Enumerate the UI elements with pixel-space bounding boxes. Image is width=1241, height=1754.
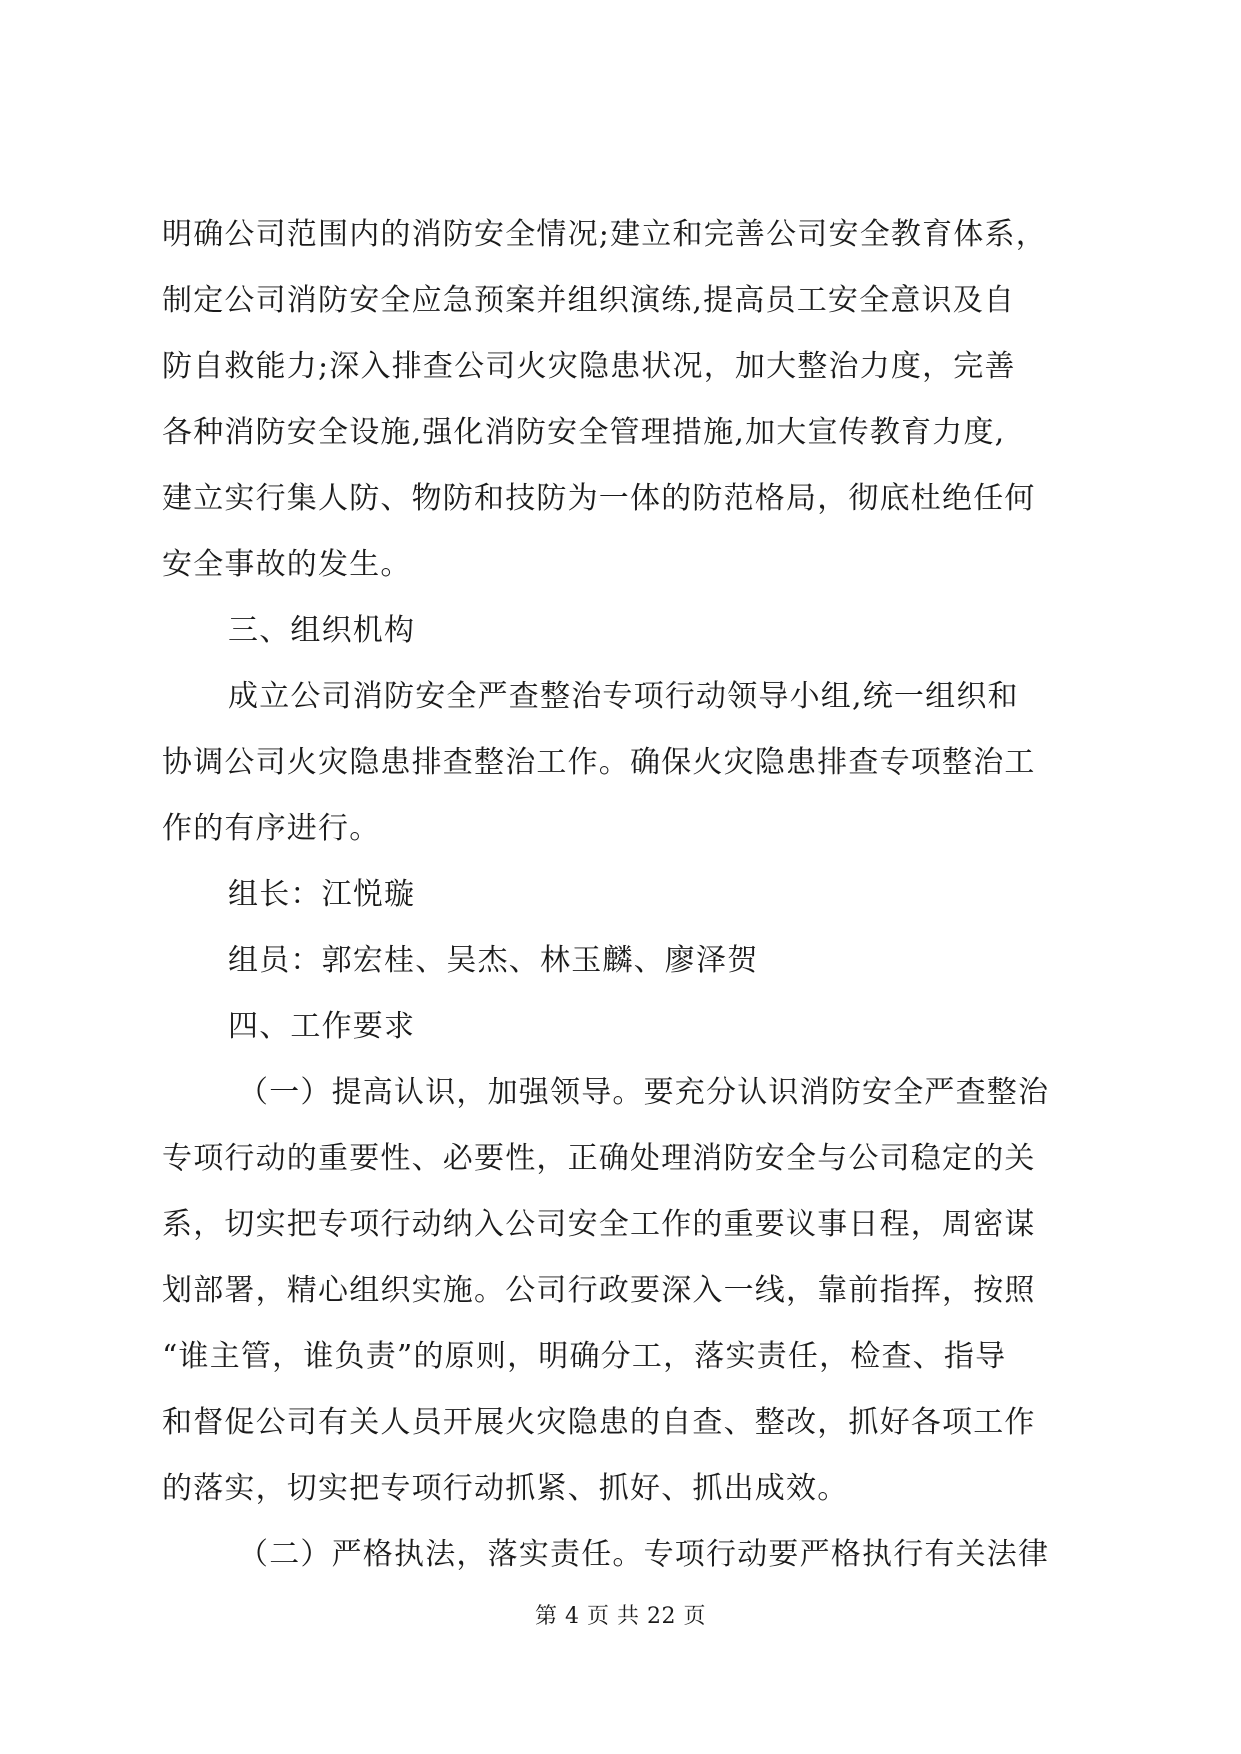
body-text-line: “谁主管，谁负责”的原则，明确分工，落实责任，检查、指导	[162, 1339, 1007, 1374]
body-text-line: 作的有序进行。	[162, 811, 381, 846]
section-heading: 三、组织机构	[228, 613, 416, 648]
body-text-line: 成立公司消防安全严查整治专项行动领导小组,统一组织和	[228, 679, 1019, 714]
body-text-line: 明确公司范围内的消防安全情况;建立和完善公司安全教育体系，	[162, 217, 1047, 252]
body-text-line: 建立实行集人防、物防和技防为一体的防范格局，彻底杜绝任何	[162, 481, 1036, 516]
leader-line: 组长：江悦璇	[228, 877, 416, 912]
body-text-line: （二）严格执法，落实责任。专项行动要严格执行有关法律	[238, 1537, 1050, 1572]
page-number-footer: 第 4 页 共 22 页	[535, 1604, 706, 1629]
body-text-line: 和督促公司有关人员开展火灾隐患的自查、整改，抓好各项工作	[162, 1405, 1036, 1440]
body-text-line: 专项行动的重要性、必要性，正确处理消防安全与公司稳定的关	[162, 1141, 1036, 1176]
body-text-line: 各种消防安全设施,强化消防安全管理措施,加大宣传教育力度,	[162, 415, 1006, 450]
body-text-line: 的落实，切实把专项行动抓紧、抓好、抓出成效。	[162, 1471, 849, 1506]
body-text-line: 安全事故的发生。	[162, 547, 412, 582]
members-line: 组员：郭宏桂、吴杰、林玉麟、廖泽贺	[228, 943, 759, 978]
body-text-line: 系，切实把专项行动纳入公司安全工作的重要议事日程，周密谋	[162, 1207, 1036, 1242]
body-text-line: 协调公司火灾隐患排查整治工作。确保火灾隐患排查专项整治工	[162, 745, 1036, 780]
body-text-line: 防自救能力;深入排查公司火灾隐患状况，加大整治力度，完善	[162, 349, 1016, 384]
body-text-line: 制定公司消防安全应急预案并组织演练,提高员工安全意识及自	[162, 283, 1016, 318]
section-heading: 四、工作要求	[228, 1009, 416, 1044]
body-text-line: （一）提高认识，加强领导。要充分认识消防安全严查整治	[238, 1075, 1050, 1110]
body-text-line: 划部署，精心组织实施。公司行政要深入一线，靠前指挥，按照	[162, 1273, 1036, 1308]
